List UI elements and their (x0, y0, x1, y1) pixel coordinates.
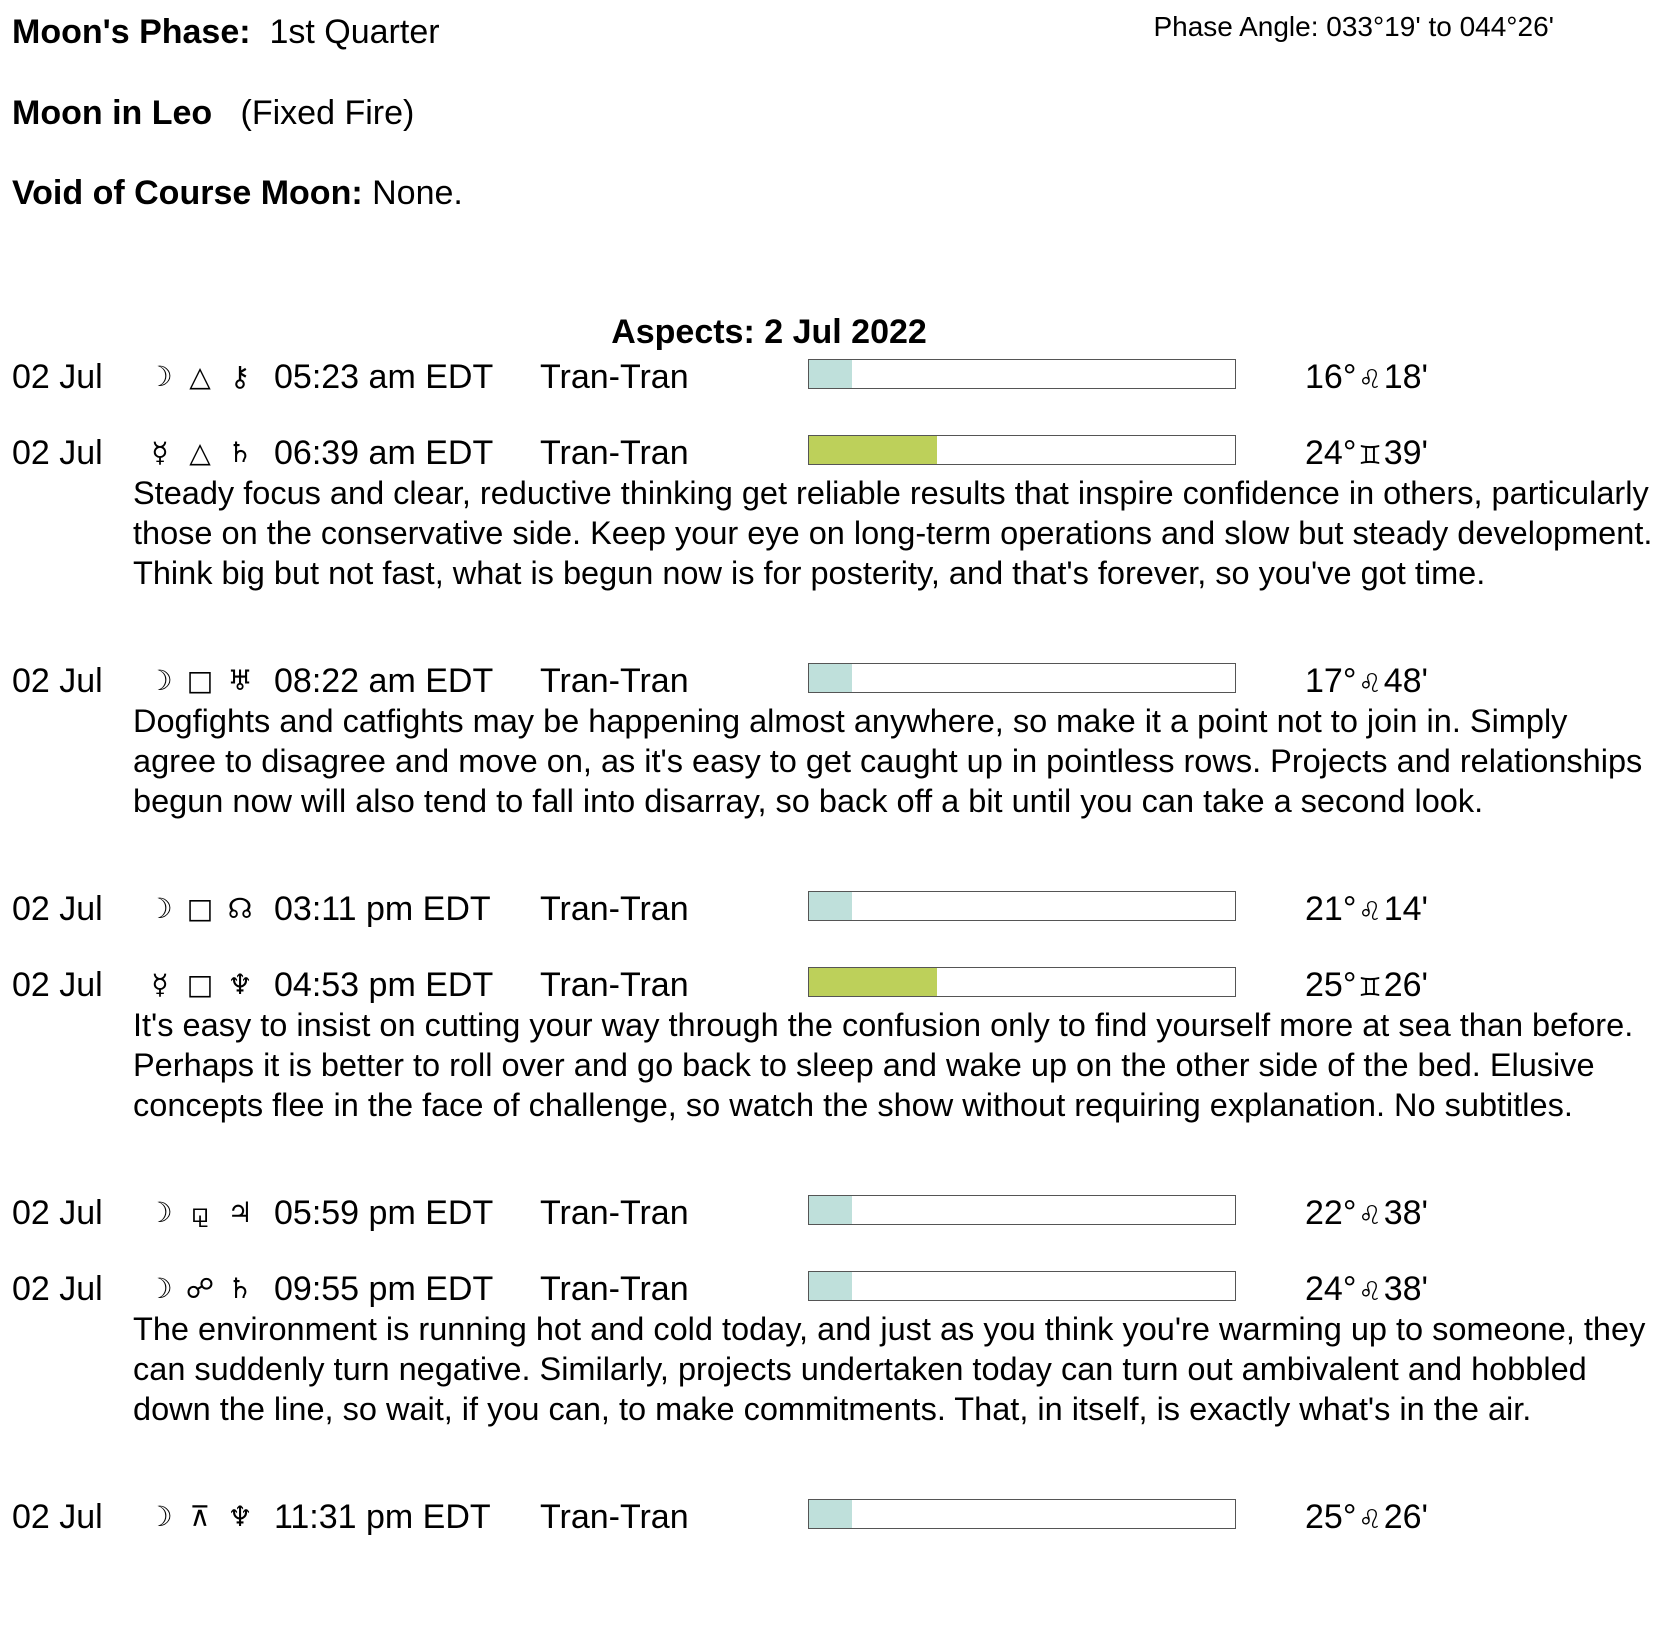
neptune-icon: ♆ (227, 1500, 253, 1533)
moon-icon: ☽ (147, 1196, 173, 1229)
aspect-date: 02 Jul (12, 662, 103, 700)
sesquiquadrate-icon: ⚼ (190, 1196, 210, 1229)
aspect-entry (0, 889, 1658, 929)
strength-bar-fill (809, 892, 852, 920)
phase-angle: Phase Angle: 033°19' to 044°26' (1153, 11, 1554, 42)
aspect-type: Tran-Tran (540, 1498, 689, 1536)
aspect-position (1305, 889, 1428, 932)
strength-bar-fill (809, 1272, 852, 1300)
aspect-entry (0, 661, 1658, 821)
position-degrees: 21° (1305, 890, 1357, 928)
aspect-position (1305, 433, 1428, 476)
aspect-description: Steady focus and clear, reductive thinking get reliable results that inspire confidence in others, particularly those on the conservative side. Keep your eye on long-term operations and slow but steady development. Think big but not fast, what is begun now is for posterity, and that's forever, so you've got time. (133, 475, 1653, 591)
aspect-time: 08:22 am EDT (274, 662, 494, 700)
strength-bar-fill (809, 1500, 852, 1528)
aspect-position (1305, 965, 1428, 1008)
moon-icon: ☽ (147, 1272, 173, 1305)
aspect-description: It's easy to insist on cutting your way through the confusion only to find yourself more at sea than before. Perhaps it is better to roll over and go back to sleep and wake up on the other side of the bed. Elusive concepts flee in the face of challenge, so watch the show without requiring explanation. No subtitles. (133, 1007, 1634, 1123)
aspect-glyphs (140, 661, 260, 701)
strength-bar (808, 967, 1236, 997)
position-degrees: 24° (1305, 1270, 1357, 1308)
moon-icon: ☽ (147, 892, 173, 925)
mercury-icon: ☿ (151, 436, 169, 469)
moon-phase-line (12, 12, 440, 52)
aspect-entry (0, 965, 1658, 1125)
moon-icon: ☽ (147, 360, 173, 393)
aspect-entry (0, 1497, 1658, 1537)
square-icon: □ (186, 968, 214, 1001)
jupiter-icon: ♃ (227, 1196, 253, 1229)
trine-icon: △ (189, 436, 211, 469)
aspect-date: 02 Jul (12, 358, 103, 396)
aspect-time: 09:55 pm EDT (274, 1270, 494, 1308)
aspect-date: 02 Jul (12, 966, 103, 1004)
strength-bar (808, 1499, 1236, 1529)
position-degrees: 24° (1305, 434, 1357, 472)
strength-bar (808, 891, 1236, 921)
aspect-glyphs (140, 889, 260, 929)
position-minutes: 38' (1383, 1270, 1429, 1308)
position-degrees: 22° (1305, 1194, 1357, 1232)
aspect-glyphs (140, 1269, 260, 1309)
strength-bar (808, 435, 1236, 465)
void-of-course-line (12, 173, 463, 213)
aspect-glyphs (140, 357, 260, 397)
aspect-time: 04:53 pm EDT (274, 966, 494, 1004)
trine-icon: △ (189, 360, 211, 393)
aspect-position (1305, 1497, 1428, 1540)
position-minutes: 38' (1383, 1194, 1429, 1232)
aspect-row (0, 1269, 1658, 1309)
moon-sign-element: (Fixed Fire) (240, 94, 415, 132)
aspect-type: Tran-Tran (540, 966, 689, 1004)
aspect-date: 02 Jul (12, 434, 103, 472)
aspect-glyphs (140, 1497, 260, 1537)
aspect-row (0, 661, 1658, 701)
position-degrees: 25° (1305, 966, 1357, 1004)
void-of-course-label: Void of Course Moon: (12, 174, 363, 212)
strength-bar (808, 1195, 1236, 1225)
position-degrees: 17° (1305, 662, 1357, 700)
leo-icon: ♌ (1358, 1277, 1382, 1307)
aspect-time: 06:39 am EDT (274, 434, 494, 472)
aspect-entry (0, 357, 1658, 397)
aspect-row (0, 433, 1658, 473)
aspect-entry (0, 1193, 1658, 1233)
aspects-heading (0, 312, 1658, 352)
strength-bar-fill (809, 436, 937, 464)
aspect-entry (0, 1269, 1658, 1429)
aspect-entry (0, 433, 1658, 593)
neptune-icon: ♆ (227, 968, 253, 1001)
leo-icon: ♌ (1358, 1201, 1382, 1231)
aspect-date: 02 Jul (12, 1194, 103, 1232)
aspect-type: Tran-Tran (540, 434, 689, 472)
aspect-time: 05:23 am EDT (274, 358, 494, 396)
saturn-icon: ♄ (227, 1272, 253, 1305)
square-icon: □ (186, 892, 214, 925)
strength-bar-fill (809, 664, 852, 692)
aspect-row (0, 357, 1658, 397)
strength-bar-fill (809, 1196, 852, 1224)
aspect-position (1305, 357, 1428, 400)
aspect-position (1305, 661, 1428, 704)
position-minutes: 48' (1383, 662, 1429, 700)
aspect-glyphs (140, 965, 260, 1005)
aspect-date: 02 Jul (12, 1498, 103, 1536)
void-of-course-value: None. (372, 174, 463, 212)
position-degrees: 16° (1305, 358, 1357, 396)
moon-icon: ☽ (147, 664, 173, 697)
aspect-glyphs (140, 1193, 260, 1233)
moon-icon: ☽ (147, 1500, 173, 1533)
aspect-row (0, 889, 1658, 929)
aspect-row (0, 1193, 1658, 1233)
position-minutes: 14' (1383, 890, 1429, 928)
aspects-heading-text: Aspects: 2 Jul 2022 (611, 313, 927, 351)
strength-bar (808, 663, 1236, 693)
leo-icon: ♌ (1358, 897, 1382, 927)
aspect-type: Tran-Tran (540, 662, 689, 700)
position-degrees: 25° (1305, 1498, 1357, 1536)
chiron-icon: ⚷ (229, 360, 251, 393)
aspect-row (0, 1497, 1658, 1537)
saturn-icon: ♄ (227, 436, 253, 469)
moon-phase-label: Moon's Phase: (12, 13, 251, 51)
leo-icon: ♌ (1358, 669, 1382, 699)
square-icon: □ (186, 664, 214, 697)
aspect-description: Dogfights and catfights may be happening almost anywhere, so make it a point not to join in. Simply agree to disagree and move on, as it's easy to get caught up in pointless rows. Projects and relationships begun now will also tend to fall into disarray, so back off a bit until you can take a second look. (133, 703, 1643, 819)
aspect-position (1305, 1193, 1428, 1236)
opposition-icon: ☍ (185, 1272, 215, 1305)
uranus-icon: ♅ (227, 664, 253, 697)
aspect-type: Tran-Tran (540, 1194, 689, 1232)
gemini-icon: ♊ (1358, 441, 1382, 471)
strength-bar-fill (809, 968, 937, 996)
moon-sign-label: Moon in Leo (12, 94, 213, 132)
aspect-time: 05:59 pm EDT (274, 1194, 494, 1232)
moon-phase-value: 1st Quarter (269, 13, 440, 51)
aspect-type: Tran-Tran (540, 890, 689, 928)
aspect-description: The environment is running hot and cold today, and just as you think you're warming up to someone, they can suddenly turn negative. Similarly, projects undertaken today can turn out ambivalent and hobbled down the line, so wait, if you can, to make commitments. That, in itself, is exactly what's in the air. (133, 1311, 1646, 1427)
leo-icon: ♌ (1358, 365, 1382, 395)
position-minutes: 26' (1383, 1498, 1429, 1536)
aspect-date: 02 Jul (12, 890, 103, 928)
gemini-icon: ♊ (1358, 973, 1382, 1003)
strength-bar (808, 359, 1236, 389)
position-minutes: 18' (1383, 358, 1429, 396)
aspect-type: Tran-Tran (540, 358, 689, 396)
aspect-date: 02 Jul (12, 1270, 103, 1308)
aspect-glyphs (140, 433, 260, 473)
strength-bar (808, 1271, 1236, 1301)
moon-sign-line (12, 93, 414, 133)
aspect-position (1305, 1269, 1428, 1312)
position-minutes: 39' (1383, 434, 1429, 472)
aspect-type: Tran-Tran (540, 1270, 689, 1308)
aspect-time: 03:11 pm EDT (274, 890, 491, 928)
aspect-time: 11:31 pm EDT (274, 1498, 491, 1536)
aspect-row (0, 965, 1658, 1005)
north-node-icon: ☊ (227, 892, 253, 925)
mercury-icon: ☿ (151, 968, 169, 1001)
leo-icon: ♌ (1358, 1505, 1382, 1535)
position-minutes: 26' (1383, 966, 1429, 1004)
quincunx-icon: ⊼ (189, 1500, 211, 1533)
strength-bar-fill (809, 360, 852, 388)
